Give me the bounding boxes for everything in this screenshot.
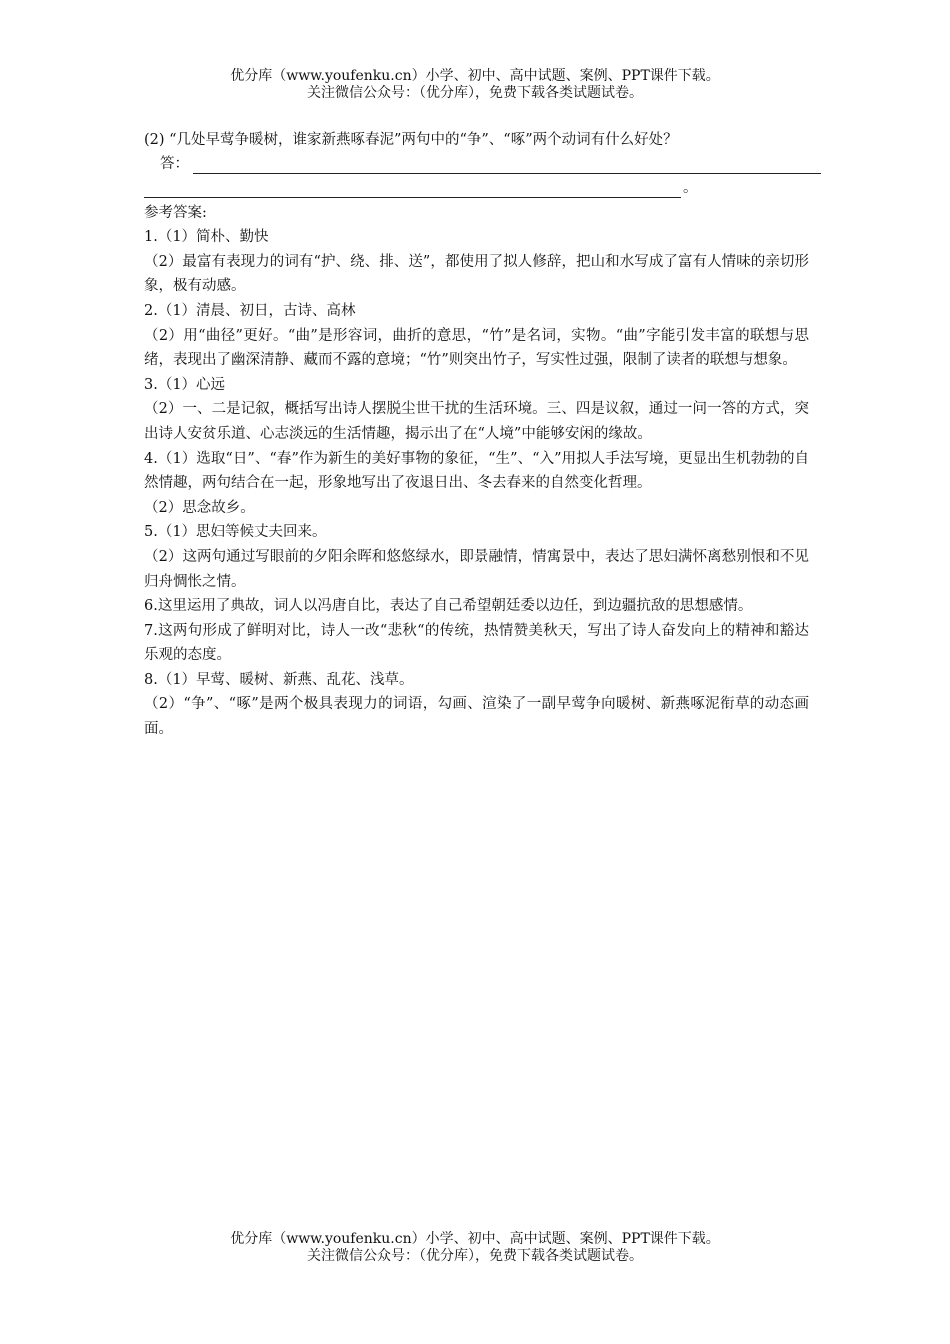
answer-item: 8.（1）早莺、暖树、新燕、乱花、浅草。 bbox=[144, 671, 414, 688]
header-site-line: 优分库（www.youfenku.cn）小学、初中、高中试题、案例、PPT课件下载。 bbox=[230, 68, 720, 84]
answer-label: 答： bbox=[160, 156, 189, 172]
footer-site-line: 优分库（www.youfenku.cn）小学、初中、高中试题、案例、PPT课件下载。 bbox=[230, 1231, 720, 1247]
answer-item: （2）用“曲径”更好。“曲”是形容词，曲折的意思，“竹”是名词，实物。“曲”字能引发丰富的联想与思绪，表现出了幽深清静、藏而不露的意境；“竹”则突出竹子，写实性过强，限制了读者的联想与想象。 bbox=[144, 327, 809, 369]
answer-item: 6.这里运用了典故，词人以冯唐自比，表达了自己希望朝廷委以边任，到边疆抗敌的思想感情。 bbox=[144, 598, 753, 615]
page-footer bbox=[0, 1231, 950, 1265]
answers-title: 参考答案: bbox=[144, 204, 207, 221]
answer-item: （2）最富有表现力的词有“护、绕、排、送”，都使用了拟人修辞，把山和水写成了富有人情味的亲切形象，极有动感。 bbox=[144, 253, 809, 295]
answer-field-continued bbox=[144, 177, 809, 201]
answer-item: 4.（1）选取“日”、“春”作为新生的美好事物的象征，“生”、“入”用拟人手法写境，更显出生机勃勃的自然情趣，两句结合在一起，形象地写出了夜退日出、冬去春来的自然变化哲理。 bbox=[144, 450, 809, 492]
answer-blank-period: 。 bbox=[683, 180, 698, 196]
answer-blank-line-1 bbox=[193, 157, 821, 174]
page-header bbox=[0, 68, 950, 102]
question-text: (2) “几处早莺争暖树，谁家新燕啄春泥”两句中的“争”、“啄”两个动词有什么好处？ bbox=[144, 132, 678, 148]
answer-item: 1.（1）简朴、勤快 bbox=[144, 229, 269, 246]
answer-item: 2.（1）清晨、初日，古诗、高林 bbox=[144, 302, 356, 319]
answer-item: 7.这两句形成了鲜明对比，诗人一改“悲秋“的传统，热情赞美秋天，写出了诗人奋发向上的精神和豁达乐观的态度。 bbox=[144, 622, 809, 664]
header-wechat-line: 关注微信公众号：（优分库），免费下载各类试题试卷。 bbox=[307, 85, 643, 101]
answer-field bbox=[144, 153, 809, 177]
answer-item: （2）这两句通过写眼前的夕阳余晖和悠悠绿水，即景融情，情寓景中，表达了思妇满怀离愁别恨和不见归舟惆怅之情。 bbox=[144, 548, 809, 590]
answer-item: （2）一、二是记叙，概括写出诗人摆脱尘世干扰的生活环境。三、四是议叙，通过一问一答的方式，突出诗人安贫乐道、心志淡远的生活情趣，揭示出了在“人境”中能够安闲的缘故。 bbox=[144, 401, 809, 442]
footer-wechat-line: 关注微信公众号：（优分库），免费下载各类试题试卷。 bbox=[307, 1248, 643, 1264]
answer-item: （2）“争”、“啄”是两个极具表现力的词语，勾画、渲染了一副早莺争向暖树、新燕啄泥衔草的动态画面。 bbox=[144, 696, 809, 738]
answer-item: 3.（1）心远 bbox=[144, 376, 226, 393]
answer-item: 5.（1）思妇等候丈夫回来。 bbox=[144, 524, 327, 541]
document-body bbox=[144, 128, 809, 742]
answer-item: （2）思念故乡。 bbox=[144, 499, 255, 516]
answer-blank-line-2 bbox=[144, 181, 681, 198]
